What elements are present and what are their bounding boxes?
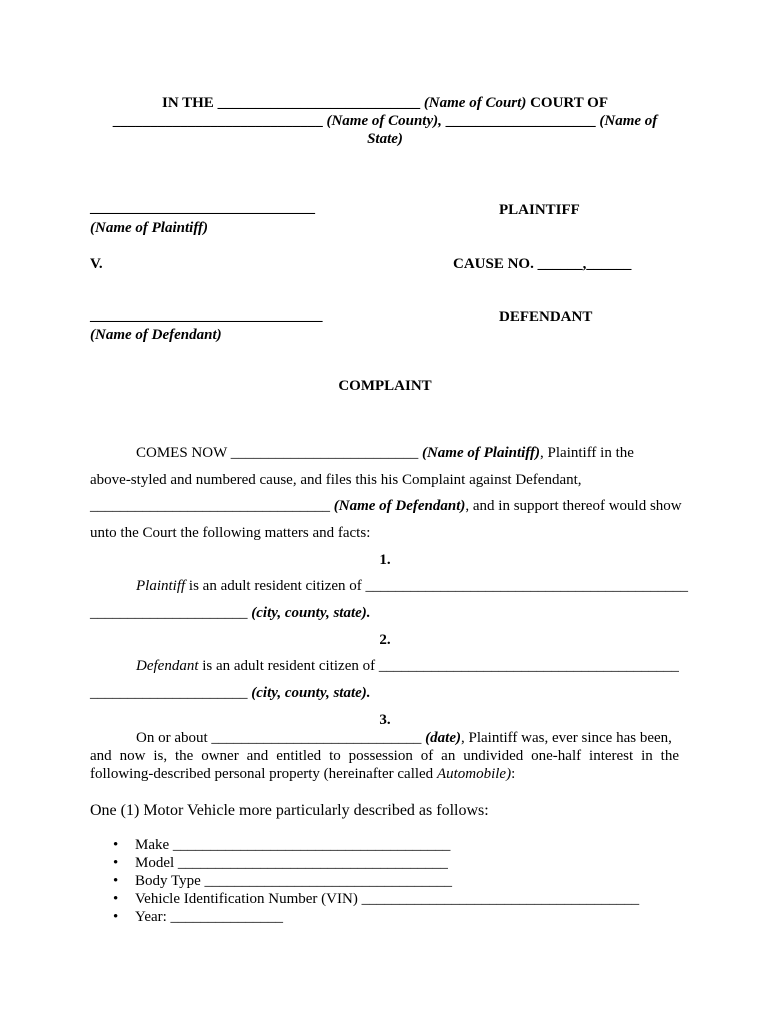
county-label: (Name of County), xyxy=(322,113,442,129)
list-item xyxy=(113,908,639,926)
intro-tail: , Plaintiff in the xyxy=(540,445,634,461)
intro-line-3 xyxy=(90,498,682,515)
para-2-text: is an adult resident citizen of ________________________________________ xyxy=(198,658,679,674)
court-prefix: IN THE xyxy=(161,95,218,111)
court-name-label: (Name of Court) xyxy=(420,95,527,111)
para-2-location-label: (city, county, state). xyxy=(251,685,371,701)
defendant-blank: ________________________________ xyxy=(90,498,334,514)
list-item xyxy=(113,890,639,908)
para-2-line-1 xyxy=(136,658,679,675)
county-blank: ____________________________ xyxy=(112,113,323,129)
model-field: Model ____________________________________ xyxy=(135,855,448,871)
para-3-line-3 xyxy=(90,766,515,783)
para-1-number: 1. xyxy=(379,552,391,568)
plaintiff-name-label: (Name of Plaintiff) xyxy=(90,220,209,236)
list-item xyxy=(113,872,639,890)
para-3-line-1 xyxy=(136,730,672,747)
bullet-icon: • xyxy=(113,873,119,889)
defendant-name-blank: _______________________________ xyxy=(90,308,323,324)
cause-number: CAUSE NO. ______,______ xyxy=(453,256,632,272)
defendant-name-label: (Name of Defendant) xyxy=(90,327,222,343)
court-caption-line-2 xyxy=(0,113,770,130)
para-2-blank: _____________________ xyxy=(90,685,252,701)
para-2-subject: Defendant xyxy=(136,658,199,674)
document-title: COMPLAINT xyxy=(338,378,432,394)
versus-label: V. xyxy=(90,256,103,272)
list-item xyxy=(113,854,639,872)
para-3-colon: : xyxy=(511,766,516,782)
make-field: Make _____________________________________ xyxy=(135,837,451,853)
para-2-line-2 xyxy=(90,685,371,702)
state-blank: ____________________ xyxy=(441,113,596,129)
automobile-term: Automobile) xyxy=(436,766,512,782)
list-item xyxy=(113,836,639,854)
year-field: Year: _______________ xyxy=(135,909,284,925)
bullet-icon: • xyxy=(113,909,119,925)
intro-line-4: unto the Court the following matters and facts: xyxy=(90,525,371,541)
para-3-tail: , Plaintiff was, ever since has been, xyxy=(460,730,672,746)
body-type-field: Body Type _________________________________ xyxy=(135,873,453,889)
defendant-name-ref: (Name of Defendant) xyxy=(333,498,466,514)
bullet-icon: • xyxy=(113,891,119,907)
court-suffix: COURT OF xyxy=(526,95,609,111)
para-3-date-label: (date) xyxy=(425,730,461,746)
defendant-label: DEFENDANT xyxy=(499,309,593,325)
vehicle-intro: One (1) Motor Vehicle more particularly described as follows: xyxy=(90,802,489,819)
court-caption-line-3: State) xyxy=(367,131,403,147)
para-3-text: On or about ____________________________ xyxy=(136,730,426,746)
bullet-icon: • xyxy=(113,855,119,871)
intro-line-2: above-styled and numbered cause, and files this his Complaint against Defendant, xyxy=(90,472,582,488)
para-1-subject: Plaintiff xyxy=(136,578,186,594)
plaintiff-name-blank: ______________________________ xyxy=(90,200,315,216)
intro-text: COMES NOW _________________________ xyxy=(136,445,422,461)
court-caption-line-1 xyxy=(0,95,770,112)
para-1-line-1 xyxy=(136,578,688,595)
para-1-location-label: (city, county, state). xyxy=(251,605,371,621)
state-label-start: (Name of xyxy=(595,113,658,129)
plaintiff-name-ref: (Name of Plaintiff) xyxy=(421,445,541,461)
para-2-number: 2. xyxy=(379,632,391,648)
para-3-line-2: and now is, the owner and entitled to possession of an undivided one-half interest in the xyxy=(90,748,679,764)
plaintiff-label: PLAINTIFF xyxy=(499,202,580,218)
vehicle-property-list xyxy=(113,836,639,926)
para-1-line-2 xyxy=(90,605,371,622)
intro-tail-2: , and in support thereof would show xyxy=(465,498,682,514)
para-3-number: 3. xyxy=(379,712,391,728)
bullet-icon: • xyxy=(113,837,119,853)
para-1-text: is an adult resident citizen of ___________________________________________ xyxy=(185,578,689,594)
vin-field: Vehicle Identification Number (VIN) _____________________________________ xyxy=(135,891,640,907)
court-name-blank: ___________________________ xyxy=(217,95,421,111)
para-3-text-2: following-described personal property (hereinafter called xyxy=(90,766,437,782)
para-1-blank: _____________________ xyxy=(90,605,252,621)
intro-line-1 xyxy=(136,445,634,462)
